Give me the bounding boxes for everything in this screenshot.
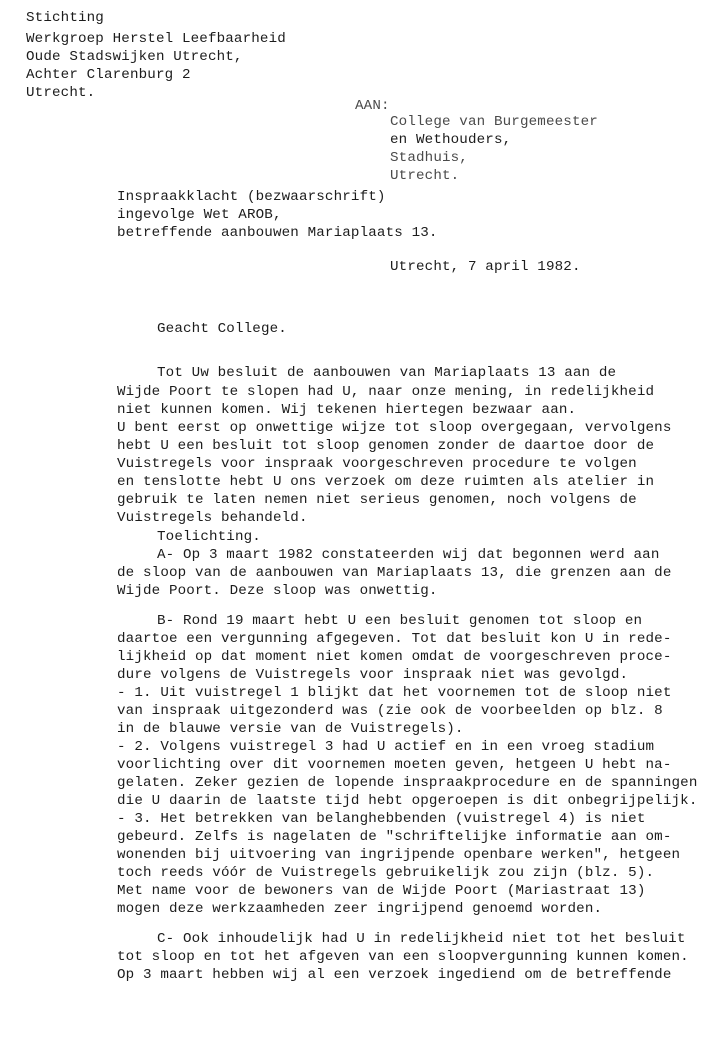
body-line: gebeurd. Zelfs is nagelaten de "schriftelijke informatie aan om- [117,829,672,845]
toelichting-heading: Toelichting. [157,529,261,545]
subject-line: ingevolge Wet AROB, [117,207,282,223]
subject-line: Inspraakklacht (bezwaarschrift) [117,189,386,205]
body-line: de sloop van de aanbouwen van Mariaplaats 13, die grenzen aan de [117,565,672,581]
body-line: van inspraak uitgezonderd was (zie ook de voorbeelden op blz. 8 [117,703,663,719]
sender-line: Stichting [26,10,104,26]
body-line: lijkheid op dat moment niet komen omdat de voorgeschreven proce- [117,649,672,665]
body-line: gebruik te laten nemen niet serieus genomen, noch volgens de [117,492,637,508]
recipient-line: College van Burgemeester [390,114,598,130]
body-line: Op 3 maart hebben wij al een verzoek ingediend om de betreffende [117,967,672,983]
body-line: Met name voor de bewoners van de Wijde Poort (Mariastraat 13) [117,883,646,899]
body-line: B- Rond 19 maart hebt U een besluit genomen tot sloop en [157,613,643,629]
body-line: - 1. Uit vuistregel 1 blijkt dat het voornemen tot de sloop niet [117,685,672,701]
body-line: Tot Uw besluit de aanbouwen van Mariaplaats 13 aan de [157,365,617,381]
body-line: die U daarin de laatste tijd hebt opgeroepen is dit onbegrijpelijk. [117,793,698,809]
body-line: tot sloop en tot het afgeven van een sloopvergunning kunnen komen. [117,949,689,965]
body-line: C- Ook inhoudelijk had U in redelijkheid niet tot het besluit [157,931,686,947]
body-line: niet kunnen komen. Wij tekenen hiertegen bezwaar aan. [117,402,577,418]
body-line: Vuistregels behandeld. [117,510,308,526]
sender-line: Oude Stadswijken Utrecht, [26,49,243,65]
body-line: gelaten. Zeker gezien de lopende inspraakprocedure en de spanningen [117,775,698,791]
recipient-line: Utrecht. [390,168,460,184]
body-line: daartoe een vergunning afgegeven. Tot dat besluit kon U in rede- [117,631,672,647]
body-line: A- Op 3 maart 1982 constateerden wij dat begonnen werd aan [157,547,660,563]
recipient-label: AAN: [355,98,390,114]
body-line: hebt U een besluit tot sloop genomen zonder de daartoe door de [117,438,655,454]
recipient-line: en Wethouders, [390,132,512,148]
recipient-line: Stadhuis, [390,150,468,166]
body-line: in de blauwe versie van de Vuistregels). [117,721,464,737]
body-line: voorlichting over dit voornemen moeten geven, hetgeen U hebt na- [117,757,672,773]
body-line: wonenden bij uitvoering van ingrijpende openbare werken", hetgeen [117,847,681,863]
body-line: mogen deze werkzaamheden zeer ingrijpend genoemd worden. [117,901,603,917]
sender-line: Achter Clarenburg 2 [26,67,191,83]
body-line: dure volgens de Vuistregels voor inspraak niet was gevolgd. [117,667,629,683]
subject-line: betreffende aanbouwen Mariaplaats 13. [117,225,438,241]
body-line: U bent eerst op onwettige wijze tot sloop overgegaan, vervolgens [117,420,672,436]
sender-line: Werkgroep Herstel Leefbaarheid [26,31,286,47]
body-line: Wijde Poort te slopen had U, naar onze mening, in redelijkheid [117,384,655,400]
body-line: - 2. Volgens vuistregel 3 had U actief en in een vroeg stadium [117,739,655,755]
body-line: Wijde Poort. Deze sloop was onwettig. [117,583,438,599]
body-line: toch reeds vóór de Vuistregels gebruikelijk zou zijn (blz. 5). [117,865,655,881]
letter-date: Utrecht, 7 april 1982. [390,259,581,275]
body-line: en tenslotte hebt U ons verzoek om deze ruimten als atelier in [117,474,655,490]
salutation: Geacht College. [157,321,287,337]
body-line: Vuistregels voor inspraak voorgeschreven procedure te volgen [117,456,637,472]
sender-line: Utrecht. [26,85,96,101]
body-line: - 3. Het betrekken van belanghebbenden (vuistregel 4) is niet [117,811,646,827]
